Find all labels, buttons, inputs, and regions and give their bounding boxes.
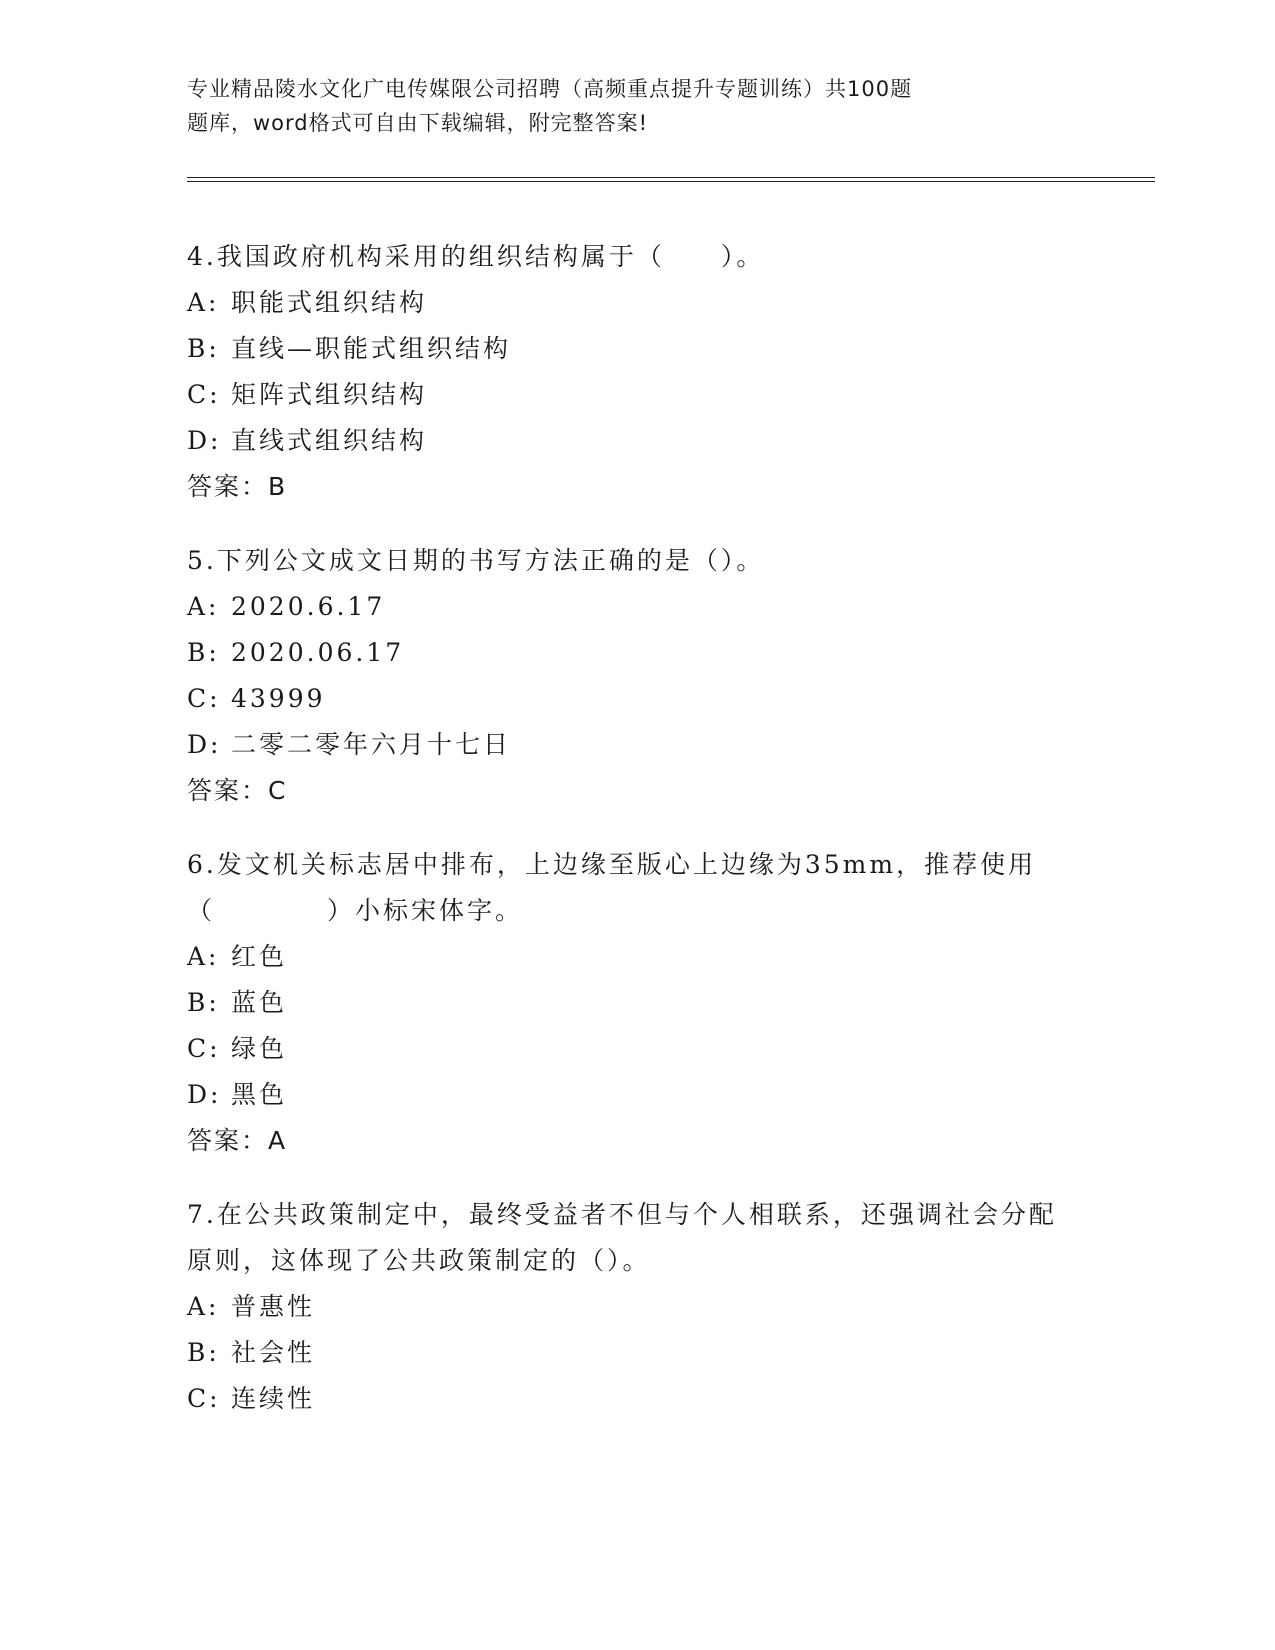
document-header [187,72,1017,140]
answer: 答案：B [187,472,288,501]
option-letter: C: [187,1034,221,1063]
option-text: 二零二零年六月十七日 [231,730,512,759]
option-a [187,280,1067,326]
question-list [187,234,1067,1450]
option-text: 普惠性 [231,1292,316,1321]
option-text: 直线式组织结构 [231,426,428,455]
option-c [187,372,1067,418]
option-c [187,1026,1067,1072]
option-text: 绿色 [231,1034,288,1063]
question-stem: 5.下列公文成文日期的书写方法正确的是（）。 [187,546,765,575]
option-b [187,1330,1067,1376]
header-line-1: 专业精品陵水文化广电传媒限公司招聘（高频重点提升专题训练）共100题 [187,77,913,101]
option-d [187,722,1067,768]
option-c [187,676,1067,722]
option-letter: C: [187,684,221,713]
question-stem: 6.发文机关标志居中排布，上边缘至版心上边缘为35mm，推荐使用（ ）小标宋体字。 [187,850,1037,925]
option-b [187,326,1067,372]
option-letter: D: [187,1080,222,1109]
option-a [187,1284,1067,1330]
option-letter: B: [187,638,220,667]
header-divider [187,177,1155,182]
option-text: 红色 [231,942,288,971]
option-text: 2020.06.17 [231,638,405,667]
option-text: 2020.6.17 [231,592,386,621]
option-text: 连续性 [231,1384,316,1413]
option-letter: A: [187,592,220,621]
option-letter: A: [187,942,220,971]
option-text: 矩阵式组织结构 [231,380,428,409]
question-7 [187,1192,1067,1422]
option-text: 直线—职能式组织结构 [231,334,512,363]
option-letter: D: [187,426,222,455]
option-text: 黑色 [231,1080,288,1109]
header-line-2: 题库，word格式可自由下载编辑，附完整答案! [187,111,649,135]
option-letter: B: [187,988,220,1017]
answer: 答案：C [187,776,288,805]
option-letter: C: [187,380,221,409]
question-4 [187,234,1067,510]
question-stem: 7.在公共政策制定中，最终受益者不但与个人相联系，还强调社会分配原则，这体现了公共政策制定的（）。 [187,1200,1057,1275]
option-a [187,584,1067,630]
option-b [187,630,1067,676]
option-text: 蓝色 [231,988,288,1017]
option-a [187,934,1067,980]
option-letter: A: [187,1292,220,1321]
option-letter: C: [187,1384,221,1413]
option-text: 43999 [231,684,326,713]
option-letter: D: [187,730,222,759]
option-text: 职能式组织结构 [231,288,428,317]
option-d [187,418,1067,464]
option-b [187,980,1067,1026]
option-d [187,1072,1067,1118]
question-6 [187,842,1067,1164]
option-letter: B: [187,334,220,363]
answer: 答案：A [187,1126,288,1155]
option-c [187,1376,1067,1422]
question-5 [187,538,1067,814]
option-text: 社会性 [231,1338,316,1367]
option-letter: A: [187,288,220,317]
question-stem: 4.我国政府机构采用的组织结构属于（ ）。 [187,242,765,271]
option-letter: B: [187,1338,220,1367]
